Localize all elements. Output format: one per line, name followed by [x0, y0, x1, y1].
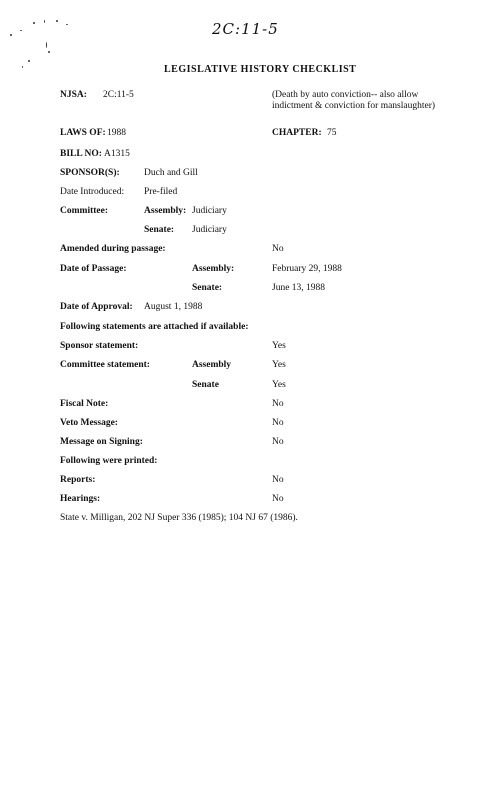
njsa-description: (Death by auto conviction-- also allow indictment & conviction for manslaughter): [272, 90, 436, 111]
laws-of-value: 1988: [107, 128, 126, 138]
sponsors-value: Duch and Gill: [144, 168, 198, 178]
bill-no-label: BILL NO:: [60, 149, 102, 159]
veto-message-value: No: [272, 418, 284, 428]
committee-statement-assembly-value: Yes: [272, 360, 286, 370]
reports-value: No: [272, 475, 284, 485]
sponsor-statement-value: Yes: [272, 341, 286, 351]
reports-label: Reports:: [60, 475, 96, 485]
committee-senate-value: Judiciary: [192, 225, 227, 235]
passage-assembly-label: Assembly:: [192, 264, 235, 274]
printed-heading: Following were printed:: [60, 456, 158, 466]
fiscal-note-value: No: [272, 399, 284, 409]
fiscal-note-label: Fiscal Note:: [60, 399, 109, 409]
passage-senate-label: Senate:: [192, 283, 223, 293]
committee-assembly-value: Judiciary: [192, 206, 227, 216]
message-on-signing-value: No: [272, 437, 284, 447]
statements-attached-heading: Following statements are attached if available:: [60, 322, 249, 332]
amended-label: Amended during passage:: [60, 244, 166, 254]
date-introduced-value: Pre-filed: [144, 187, 178, 197]
sponsors-label: SPONSOR(S):: [60, 168, 120, 178]
sponsor-statement-label: Sponsor statement:: [60, 341, 139, 351]
passage-assembly-value: February 29, 1988: [272, 264, 342, 274]
committee-assembly-label: Assembly:: [144, 206, 187, 216]
case-citation: State v. Milligan, 202 NJ Super 336 (1985); 104 NJ 67 (1986).: [60, 513, 298, 523]
veto-message-label: Veto Message:: [60, 418, 118, 428]
laws-of-label: LAWS OF:: [60, 128, 106, 138]
bill-no-value: A1315: [104, 149, 130, 159]
chapter-value: 75: [327, 128, 337, 138]
passage-senate-value: June 13, 1988: [272, 283, 326, 293]
date-introduced-label: Date Introduced:: [60, 187, 125, 197]
message-on-signing-label: Message on Signing:: [60, 437, 143, 447]
hearings-label: Hearings:: [60, 494, 101, 504]
committee-statement-label: Committee statement:: [60, 360, 150, 370]
njsa-label: NJSA:: [60, 90, 87, 100]
date-of-approval-value: August 1, 1988: [144, 302, 203, 312]
handwritten-reference: 2C:11-5: [212, 20, 279, 38]
committee-statement-senate-value: Yes: [272, 380, 286, 390]
committee-senate-label: Senate:: [144, 225, 175, 235]
date-of-approval-label: Date of Approval:: [60, 302, 133, 312]
date-of-passage-label: Date of Passage:: [60, 264, 127, 274]
committee-statement-assembly-label: Assembly: [192, 360, 232, 370]
hearings-value: No: [272, 494, 284, 504]
committee-label: Committee:: [60, 206, 109, 216]
committee-statement-senate-label: Senate: [192, 380, 219, 390]
page-title: LEGISLATIVE HISTORY CHECKLIST: [164, 64, 357, 75]
njsa-value: 2C:11-5: [103, 90, 134, 100]
chapter-label: CHAPTER:: [272, 128, 322, 138]
amended-value: No: [272, 244, 284, 254]
